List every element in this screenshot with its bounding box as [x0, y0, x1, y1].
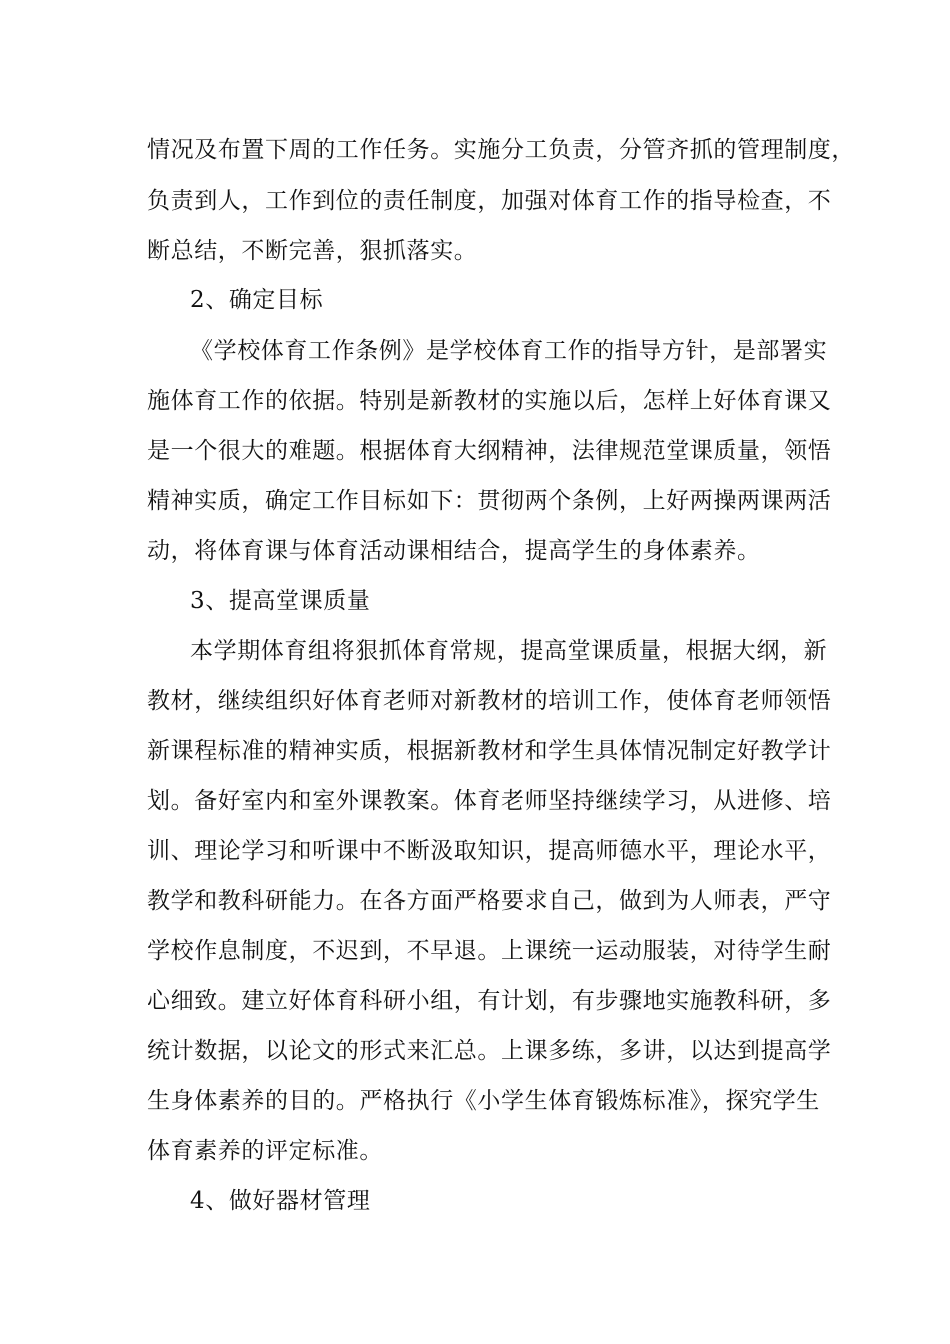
paragraph-line: 新课程标准的精神实质，根据新教材和学生具体情况制定好教学计: [147, 738, 832, 764]
section-heading: 3、提高堂课质量: [190, 588, 371, 614]
paragraph-line: 本学期体育组将狠抓体育常规，提高堂课质量，根据大纲，新: [190, 638, 828, 664]
section-heading: 2、确定目标: [190, 287, 324, 313]
paragraph-line: 生身体素养的目的。严格执行《小学生体育锻炼标准》，探究学生: [147, 1088, 820, 1114]
paragraph-line: 体育素养的评定标准。: [147, 1138, 383, 1164]
paragraph-line: 统计数据，以论文的形式来汇总。上课多练，多讲，以达到提高学: [147, 1038, 832, 1064]
paragraph-line: 动，将体育课与体育活动课相结合，提高学生的身体素养。: [147, 538, 761, 564]
paragraph-line: 划。备好室内和室外课教案。体育老师坚持继续学习，从进修、培: [147, 788, 832, 814]
paragraph-line: 情况及布置下周的工作任务。实施分工负责，分管齐抓的管理制度，: [147, 137, 855, 163]
paragraph-line: 学校作息制度，不迟到，不早退。上课统一运动服装，对待学生耐: [147, 938, 832, 964]
paragraph-line: 是一个很大的难题。根据体育大纲精神，法律规范堂课质量，领悟: [147, 438, 832, 464]
paragraph-line: 断总结，不断完善，狠抓落实。: [147, 238, 478, 264]
paragraph-line: 教材，继续组织好体育老师对新教材的培训工作，使体育老师领悟: [147, 688, 832, 714]
section-heading: 4、做好器材管理: [190, 1188, 371, 1214]
paragraph-line: 教学和教科研能力。在各方面严格要求自己，做到为人师表，严守: [147, 888, 832, 914]
paragraph-line: 负责到人，工作到位的责任制度，加强对体育工作的指导检查，不: [147, 188, 832, 214]
paragraph-line: 《学校体育工作条例》是学校体育工作的指导方针，是部署实: [190, 338, 828, 364]
paragraph-line: 施体育工作的依据。特别是新教材的实施以后，怎样上好体育课又: [147, 388, 832, 414]
paragraph-line: 训、理论学习和听课中不断汲取知识，提高师德水平，理论水平，: [147, 838, 832, 864]
paragraph-line: 精神实质，确定工作目标如下：贯彻两个条例，上好两操两课两活: [147, 488, 832, 514]
paragraph-line: 心细致。建立好体育科研小组，有计划，有步骤地实施教科研，多: [147, 988, 832, 1014]
